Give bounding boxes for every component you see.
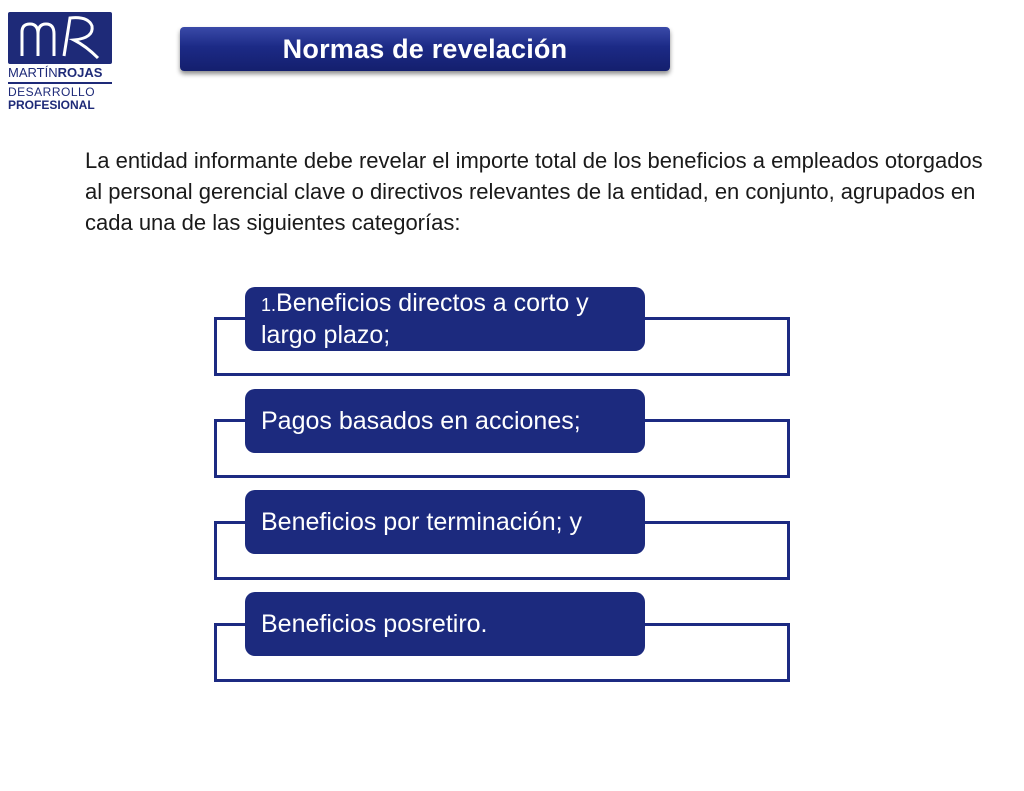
list-item-text	[261, 288, 629, 350]
logo-monogram	[8, 12, 112, 64]
logo-name-first: MARTÍN	[8, 65, 58, 80]
logo-name-last: ROJAS	[57, 65, 103, 80]
list-item	[245, 592, 645, 656]
title-banner	[180, 27, 670, 71]
list-item-label: Beneficios posretiro.	[261, 610, 488, 638]
list-item-label: Beneficios directos a corto y largo plazo;	[261, 289, 589, 349]
list-item-label: Pagos basados en acciones;	[261, 407, 581, 435]
logo-subtitle-2: PROFESIONAL	[8, 98, 95, 112]
logo-subtitle-1: DESARROLLO	[8, 85, 96, 99]
list-item	[245, 490, 645, 554]
list-item	[245, 287, 645, 351]
list-item-number: 1.	[261, 295, 277, 315]
page-title: Normas de revelación	[282, 33, 568, 64]
list-item-label: Beneficios por terminación; y	[261, 508, 582, 536]
list-item	[245, 389, 645, 453]
company-logo	[8, 12, 114, 112]
logo-name	[8, 66, 114, 80]
intro-paragraph: La entidad informante debe revelar el importe total de los beneficios a empleados otorgados al personal gerencial clave o directivos relevantes de la entidad, en conjunto, agrupados en cada una de las siguientes categorías:	[85, 148, 983, 235]
logo-divider	[8, 82, 112, 84]
